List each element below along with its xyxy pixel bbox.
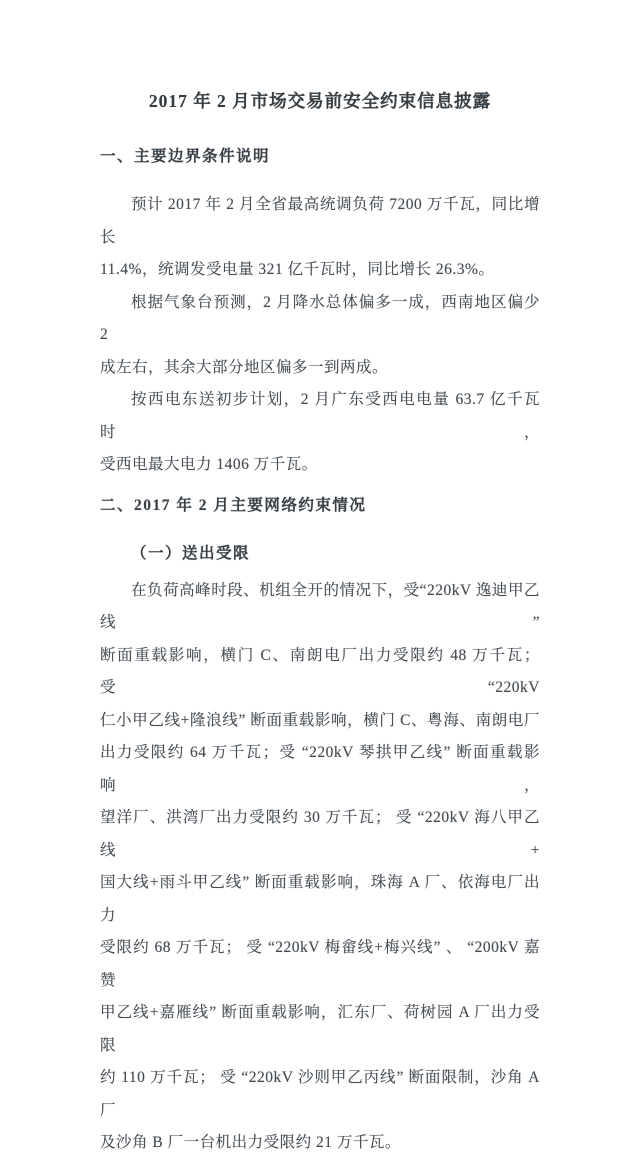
text-line: 根据气象台预测，2 月降水总体偏多一成，西南地区偏少 2 xyxy=(100,293,540,343)
section-1-heading: 一、主要边界条件说明 xyxy=(100,148,271,165)
text-line: 国大线+雨斗甲乙线” 断面重载影响，珠海 A 厂、依海电厂出力 xyxy=(100,874,540,924)
paragraph-west-east-power xyxy=(100,384,540,482)
section-2-heading: 二、2017 年 2 月主要网络约束情况 xyxy=(100,496,367,514)
text-line: 成左右，其余大部分地区偏多一到两成。 xyxy=(100,358,389,376)
paragraph-load-forecast xyxy=(100,189,540,287)
text-line: 甲乙线+嘉雁线” 断面重载影响，汇东厂、荷树园 A 厂出力受限 xyxy=(100,1004,540,1054)
text-line: 及沙角 B 厂一台机出力受限约 21 万千瓦。 xyxy=(100,1134,401,1151)
text-line: 预计 2017 年 2 月全省最高统调负荷 7200 万千瓦，同比增长 xyxy=(100,196,540,246)
text-line: 仁小甲乙线+隆浪线” 断面重载影响，横门 C、粤海、南朗电厂 xyxy=(100,711,540,729)
text-line: 在负荷高峰时段、机组全开的情况下，受“220kV 逸迪甲乙线” xyxy=(100,581,540,631)
paragraph-weather-forecast xyxy=(100,287,540,385)
document-title: 2017 年 2 月市场交易前安全约束信息披露 xyxy=(148,91,492,111)
text-line: 望洋厂、洪湾厂出力受限约 30 万千瓦； 受 “220kV 海八甲乙线+ xyxy=(100,809,540,859)
text-line: 断面重载影响，横门 C、南朗电厂出力受限约 48 万千瓦；受“220kV xyxy=(100,646,540,696)
text-line: 约 110 万千瓦； 受 “220kV 沙则甲乙丙线” 断面限制，沙角 A 厂 xyxy=(100,1069,540,1119)
text-line: 按西电东送初步计划，2 月广东受西电电量 63.7 亿千瓦时， xyxy=(100,391,540,441)
text-line: 受西电最大电力 1406 万千瓦。 xyxy=(100,456,318,473)
paragraph-output-constraints xyxy=(100,575,540,1160)
text-line: 受限约 68 万千瓦； 受 “220kV 梅畲线+梅兴线” 、 “200kV 嘉赞 xyxy=(100,939,540,989)
text-line: 出力受限约 64 万千瓦；受 “220kV 琴拱甲乙线” 断面重载影响， xyxy=(100,744,540,794)
section-2-subheading: （一）送出受限 xyxy=(131,544,251,562)
text-line: 11.4%，统调发受电量 321 亿千瓦时，同比增长 26.3%。 xyxy=(100,261,495,278)
